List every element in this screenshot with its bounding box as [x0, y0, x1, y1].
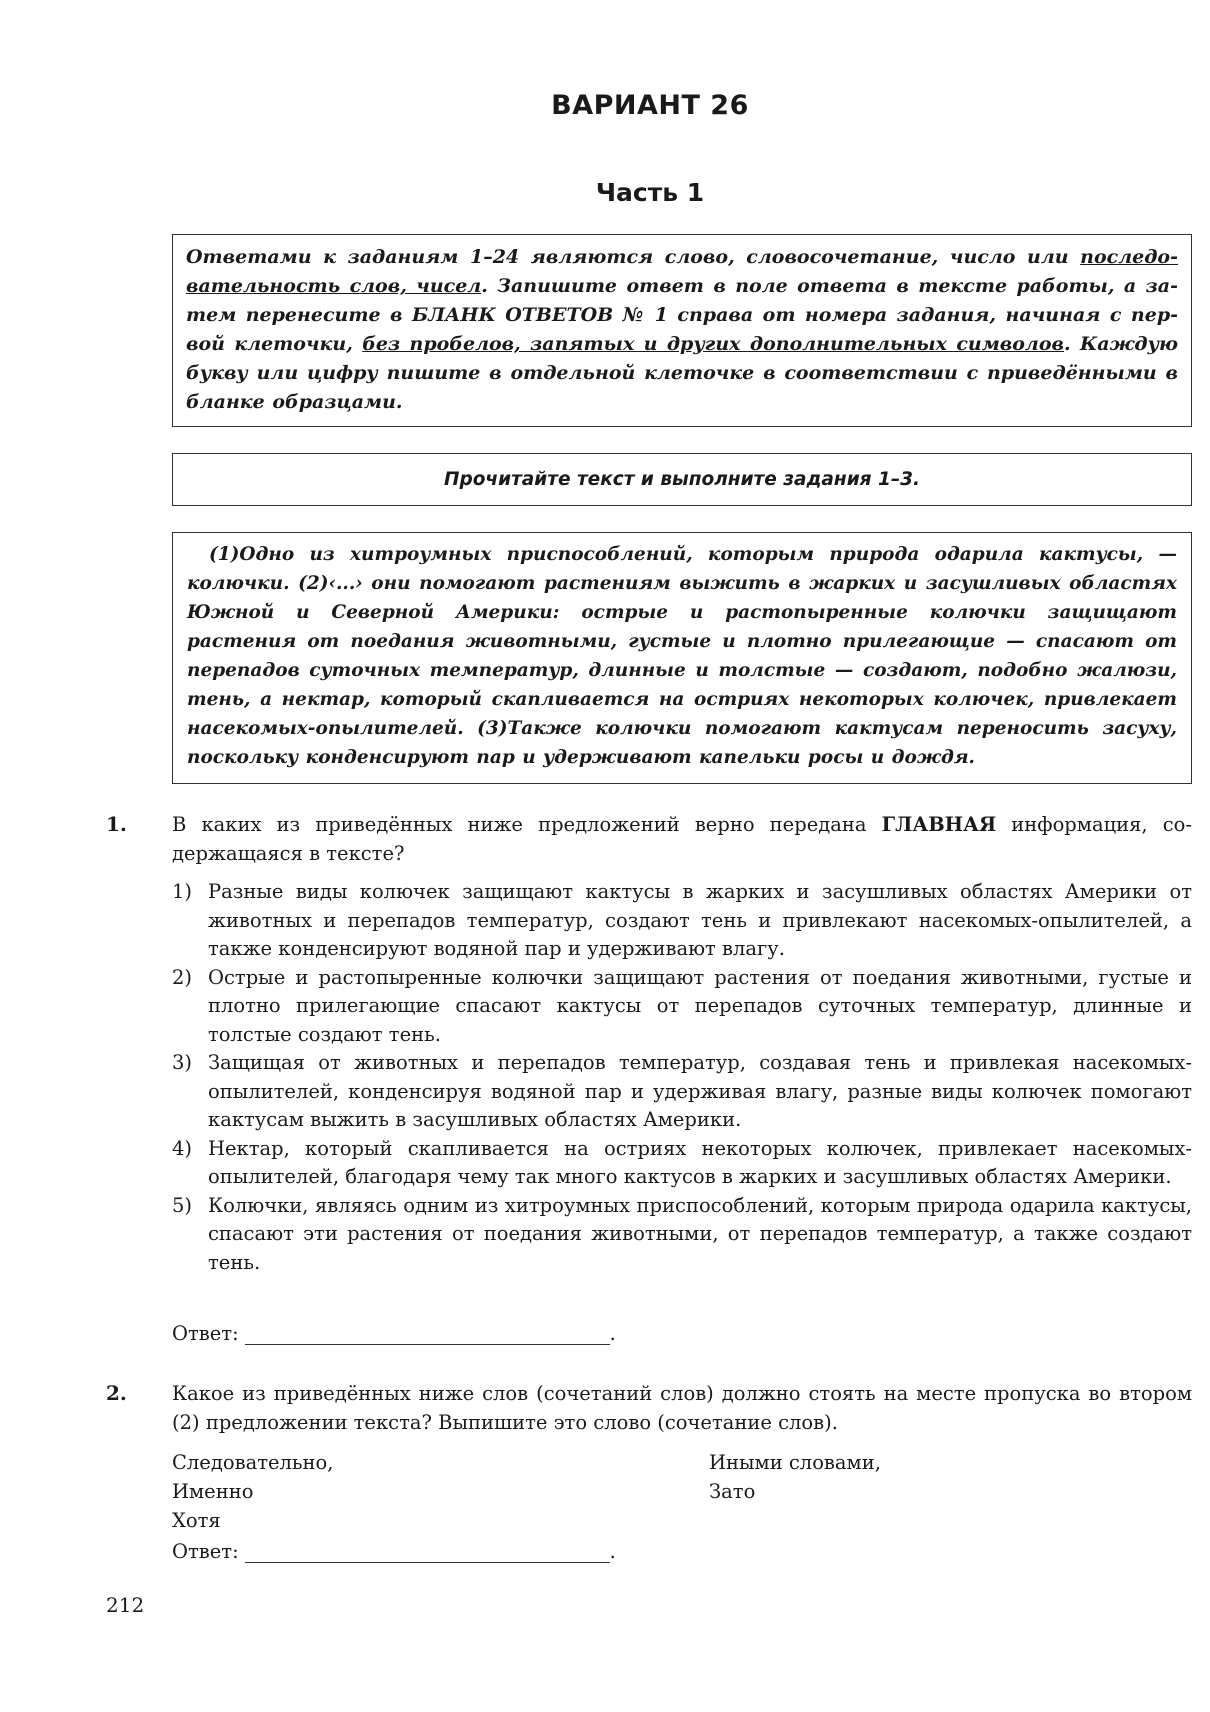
- question-2-text: Какое из приведённых ниже слов (сочетаний слов) должно стоять на месте пропуска во втором (2) предложении текста? Выпишите это слово (сочетание слов).: [172, 1382, 1192, 1434]
- option-text: Острые и растопыренные колючки защищают растения от поедания животными, густые и плотно прилегающие спасают кактусы от перепадов суточных температур, длинные и толстые создают тень.: [208, 965, 1192, 1046]
- passage-box: [172, 532, 1192, 784]
- option-number: 4): [172, 1136, 193, 1160]
- question-2-word-list: [172, 1448, 1072, 1535]
- instructions-part-2: . Запишите ответ в поле ответа в тексте работы, а затем перенесите в БЛАНК ОТВЕТОВ № 1 справа от номера задания, начиная с первой клеточки,: [186, 275, 1178, 355]
- answer-label: Ответ:: [172, 1322, 239, 1345]
- question-2-answer: [172, 1540, 616, 1563]
- question-1-answer: [172, 1322, 616, 1345]
- option-number: 3): [172, 1051, 193, 1074]
- word-option: Иными словами,: [709, 1451, 881, 1474]
- part-title: Часть 1: [595, 178, 705, 207]
- answer-end: .: [609, 1540, 616, 1563]
- instructions-part-3: . Каждую букву или цифру пишите в отдельной клеточке в соответствии с приведёнными в бланке образцами.: [186, 333, 1178, 413]
- question-1-text-before: В каких из приведённых ниже предложений верно передана: [172, 813, 882, 836]
- page-number: 212: [106, 1593, 145, 1617]
- option-3: [172, 1049, 1192, 1135]
- answer-field[interactable]: [245, 1324, 610, 1345]
- read-banner-box: [172, 453, 1192, 506]
- option-2: [172, 964, 1192, 1050]
- option-text: Колючки, являясь одним из хитроумных приспособлений, которым природа одарила кактусы, спасают эти растения от поедания животными, от перепадов температур, а также создают тень.: [208, 1193, 1192, 1274]
- answer-end: .: [609, 1322, 616, 1345]
- instructions-part-1: Ответами к заданиям 1–24 являются слово, словосочетание, число или: [186, 246, 1081, 268]
- instructions-underlined-1: последовательность слов, чисел: [186, 246, 1178, 297]
- question-1-options: [172, 878, 1192, 1277]
- instructions-box: [172, 234, 1192, 427]
- option-5: [172, 1192, 1192, 1278]
- instructions-underlined-2: без пробелов, запятых и других дополнительных символов: [362, 333, 1064, 355]
- word-option: Хотя: [172, 1509, 221, 1532]
- question-1-text-after: информация, содержащаяся в тексте?: [172, 813, 1192, 865]
- answer-label: Ответ:: [172, 1540, 239, 1563]
- option-text: Нектар, который скапливается на остриях некоторых колючек, привлекает насекомых-опылителей, благодаря чему так много кактусов в жарких и засушливых областях Америки.: [208, 1136, 1192, 1188]
- option-text: Разные виды колючек защищают кактусы в жарких и засушливых областях Америки от животных и перепадов температур, создают тень и привлекают насекомых-опылителей, а также конденсируют водяной пар и удерживают влагу.: [208, 880, 1192, 960]
- option-4: [172, 1135, 1192, 1192]
- question-2-number: 2.: [106, 1381, 127, 1405]
- word-option: Зато: [709, 1480, 756, 1503]
- question-1-text-bold: ГЛАВНАЯ: [881, 813, 997, 836]
- option-number: 5): [172, 1193, 193, 1217]
- option-number: 2): [172, 965, 193, 989]
- question-1-number: 1.: [106, 812, 127, 836]
- option-text: Защищая от животных и перепадов температур, создавая тень и привлекая насекомых-опылителей, конденсируя водяной пар и удерживая влагу, разные виды колючек помогают кактусам выжить в засушливых областях Америки.: [208, 1051, 1192, 1131]
- option-1: [172, 878, 1192, 964]
- option-number: 1): [172, 880, 193, 903]
- passage-text: (1)Одно из хитроумных приспособлений, которым природа одарила кактусы, — колючки. (2)‹...› они помогают растениям выжить в жарких и засушливых областях Южной и Северной Америки: острые и растопыренные колючки защищают растения от поедания животными, густые и плотно прилегающие — спасают от перепадов суточных температур, длинные и толстые — создают, подобно жалюзи, тень, а нектар, который скапливается на остриях некоторых колючек, привлекает насекомых-опылителей. (3)Также колючки помогают кактусам переносить засуху, поскольку конденсируют пар и удерживают капельки росы и дождя.: [187, 544, 1177, 768]
- question-1-text: [172, 810, 1192, 868]
- instructions-text: [186, 243, 1178, 417]
- read-banner-text: Прочитайте текст и выполните задания 1–3.: [443, 469, 920, 490]
- word-option: Следовательно,: [172, 1451, 334, 1474]
- word-option: Именно: [172, 1480, 254, 1503]
- variant-title: ВАРИАНТ 26: [551, 90, 749, 121]
- answer-field[interactable]: [245, 1542, 610, 1563]
